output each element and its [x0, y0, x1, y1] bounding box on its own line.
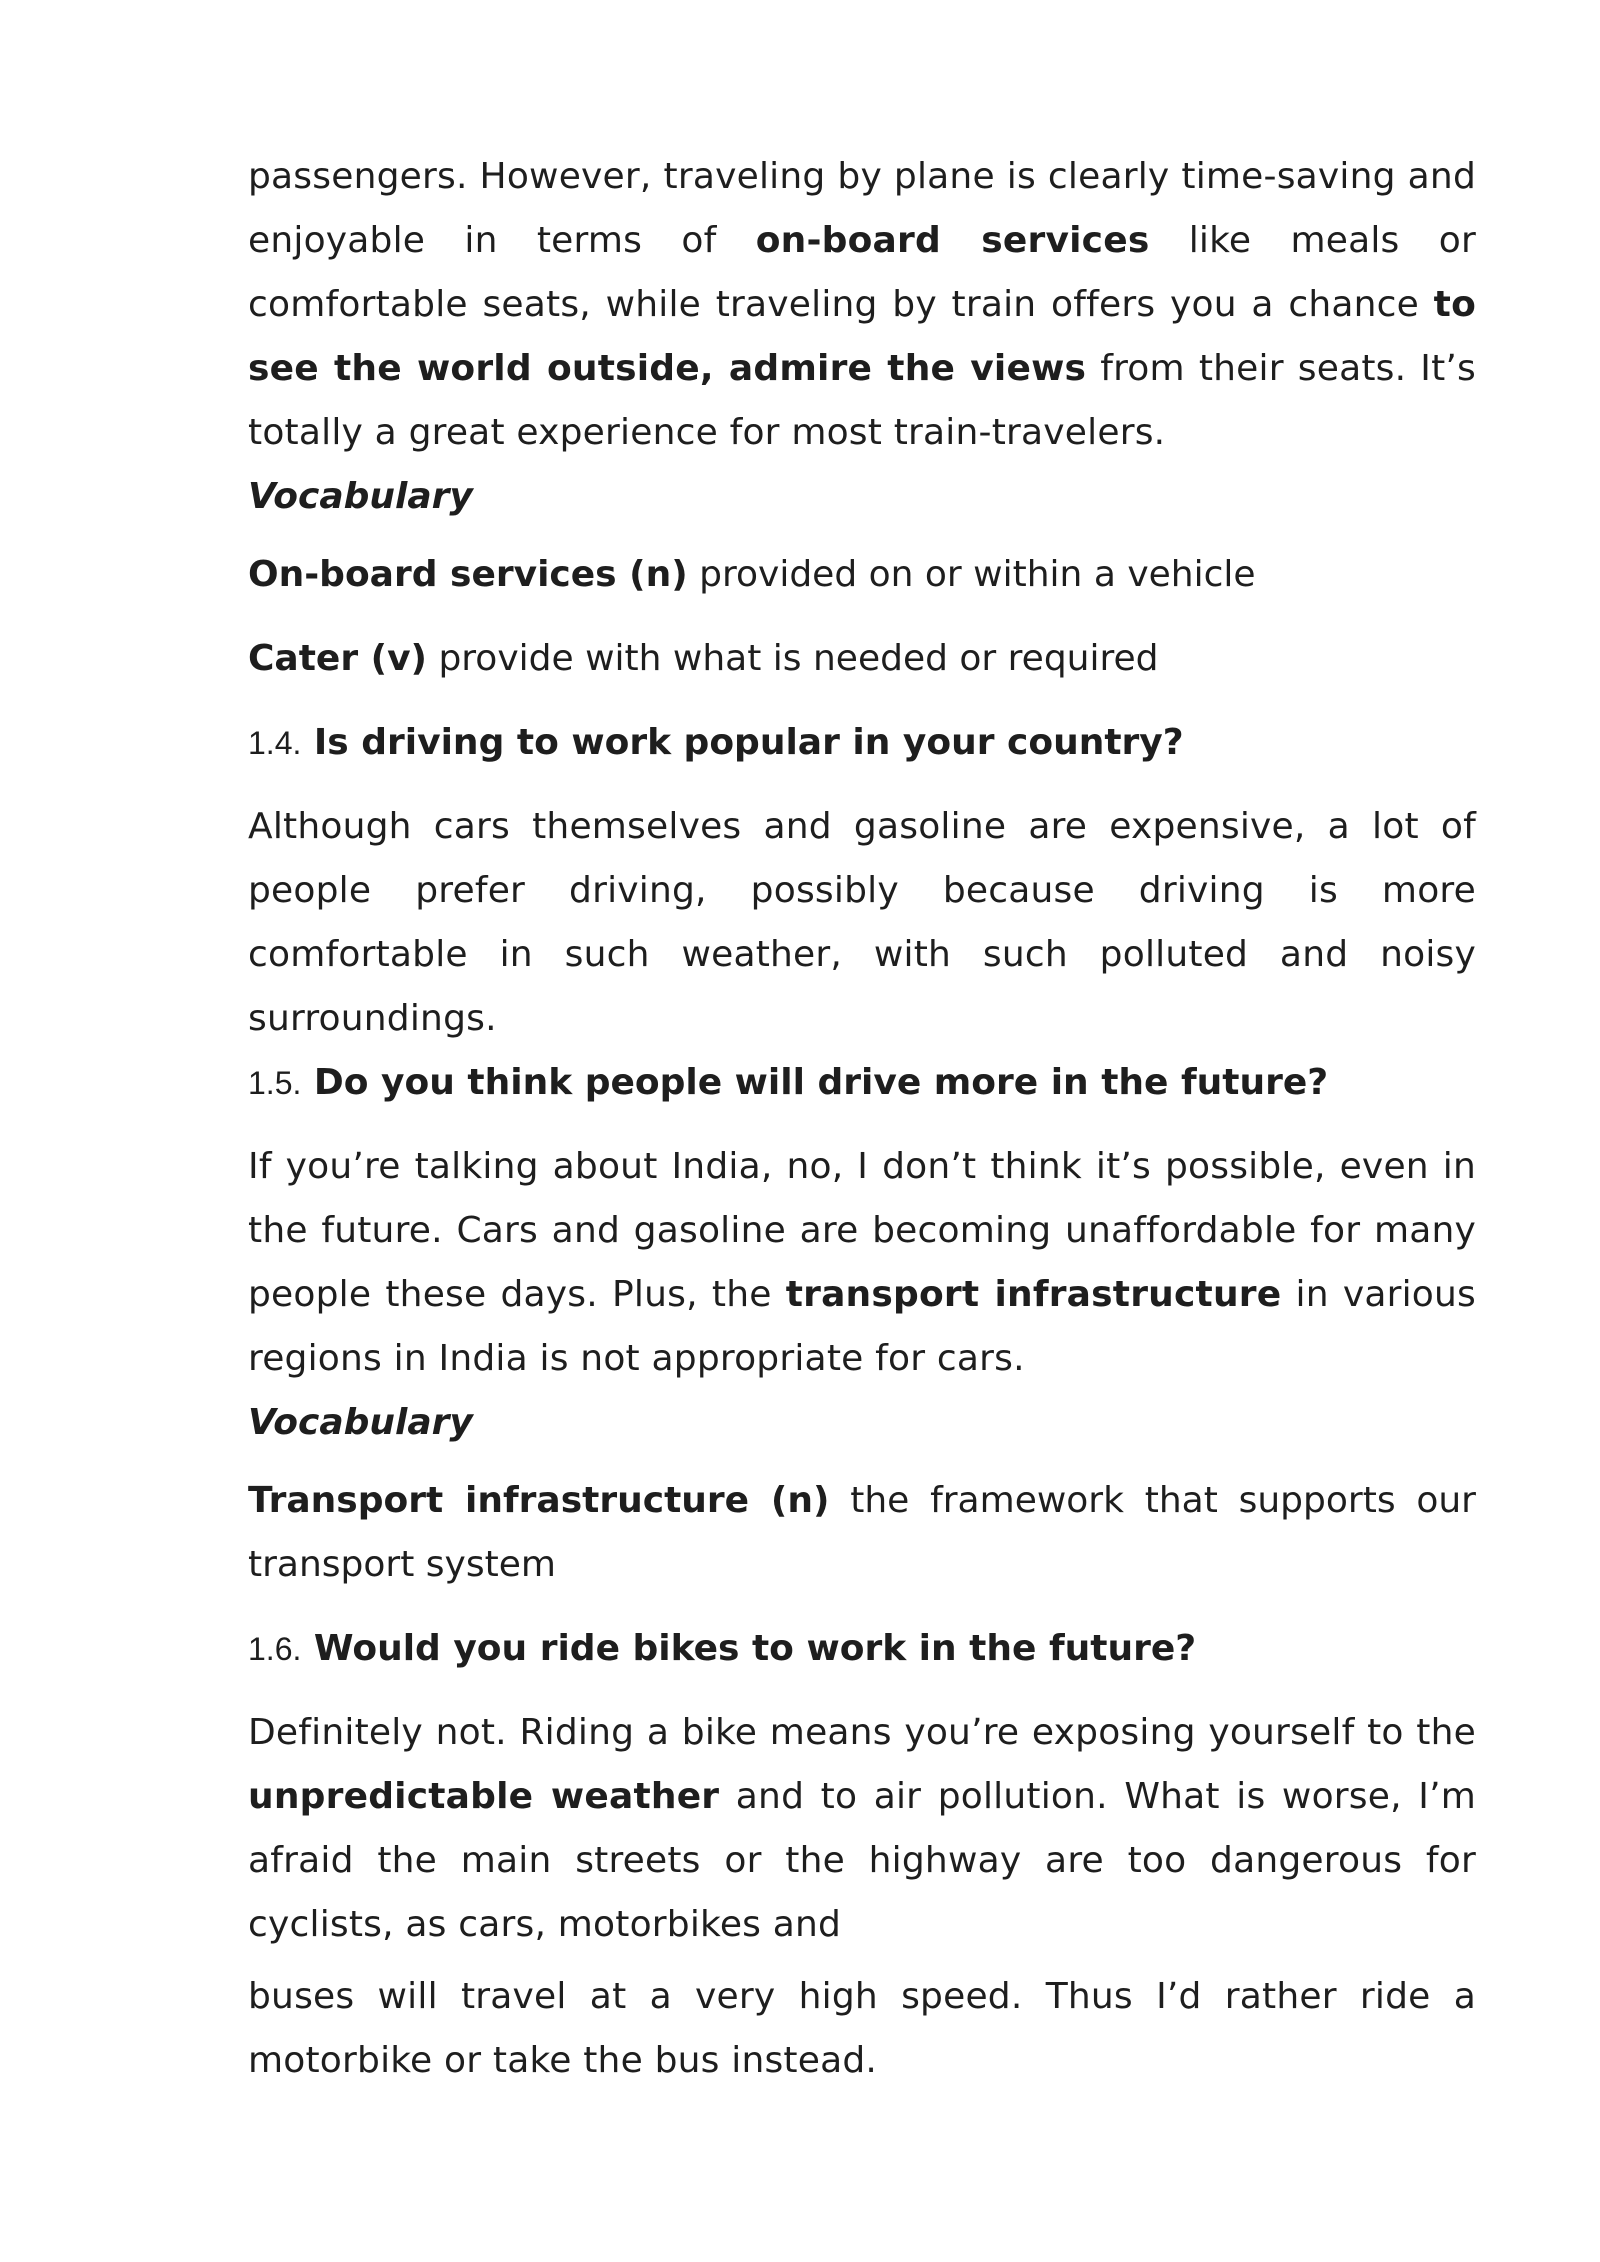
- answer-text-1: If you’re talking about India, no, I don’t think it’s possible, even in the future. Cars and gasoline are becoming unaffordable for many people these days. Plus, the: [248, 1146, 1476, 1315]
- vocabulary-heading: Vocabulary: [248, 1402, 473, 1443]
- question-heading: [248, 1617, 1476, 1681]
- answer-bold: transport infrastructure: [785, 1274, 1282, 1315]
- answer-paragraph: Although cars themselves and gasoline are expensive, a lot of people prefer driving, possibly because driving is more comfortable in such weather, with such polluted and noisy surroundings.: [248, 806, 1476, 1039]
- intro-text-1: passengers. However, traveling by plane is clearly time-saving and enjoyable in terms of: [248, 156, 1476, 261]
- vocab-definition: provide with what is needed or required: [427, 638, 1159, 679]
- answer-continuation: buses will travel at a very high speed. Thus I’d rather ride a motorbike or take the bus instead.: [248, 1976, 1476, 2081]
- answer-text-2: in various regions in India is not appropriate for cars.: [248, 1274, 1477, 1379]
- vocab-term: Transport infrastructure (n): [248, 1480, 830, 1521]
- question-heading: [248, 711, 1476, 775]
- question-text: Is driving to work popular in your country?: [301, 722, 1184, 763]
- question-heading: [248, 1051, 1476, 1115]
- answer-paragraph: [248, 1135, 1476, 1391]
- document-page: [248, 145, 1476, 2093]
- answer-paragraph: [248, 1701, 1476, 1957]
- vocab-definition: provided on or within a vehicle: [687, 554, 1256, 595]
- vocab-entry: [248, 627, 1476, 691]
- question-number: 1.5.: [248, 1065, 302, 1101]
- intro-text-2: like meals or comfortable seats, while traveling by train offers you a chance: [248, 220, 1476, 325]
- vocab-definition: the framework that supports our transport system: [248, 1480, 1476, 1585]
- vocab-term: On-board services (n): [248, 554, 688, 595]
- answer-text-2: and to air pollution. What is worse, I’m afraid the main streets or the highway are too dangerous for cyclists, as cars, motorbikes and: [248, 1776, 1476, 1945]
- intro-bold-2: to see the world outside, admire the views: [248, 284, 1476, 389]
- vocab-entry: [248, 543, 1476, 607]
- answer-bold: unpredictable weather: [248, 1776, 720, 1817]
- vocab-term: Cater (v): [248, 638, 427, 679]
- intro-paragraph: [248, 145, 1476, 465]
- question-number: 1.6.: [248, 1631, 302, 1667]
- vocab-entry: [248, 1469, 1476, 1597]
- question-text: Do you think people will drive more in the future?: [301, 1062, 1329, 1103]
- vocabulary-heading: Vocabulary: [248, 476, 473, 517]
- question-text: Would you ride bikes to work in the future?: [301, 1628, 1197, 1669]
- intro-text-3: from their seats. It’s totally a great experience for most train-travelers.: [248, 348, 1477, 453]
- intro-bold-1: on-board services: [755, 220, 1150, 261]
- question-number: 1.4.: [248, 725, 302, 761]
- answer-text-1: Definitely not. Riding a bike means you’re exposing yourself to the: [248, 1712, 1476, 1753]
